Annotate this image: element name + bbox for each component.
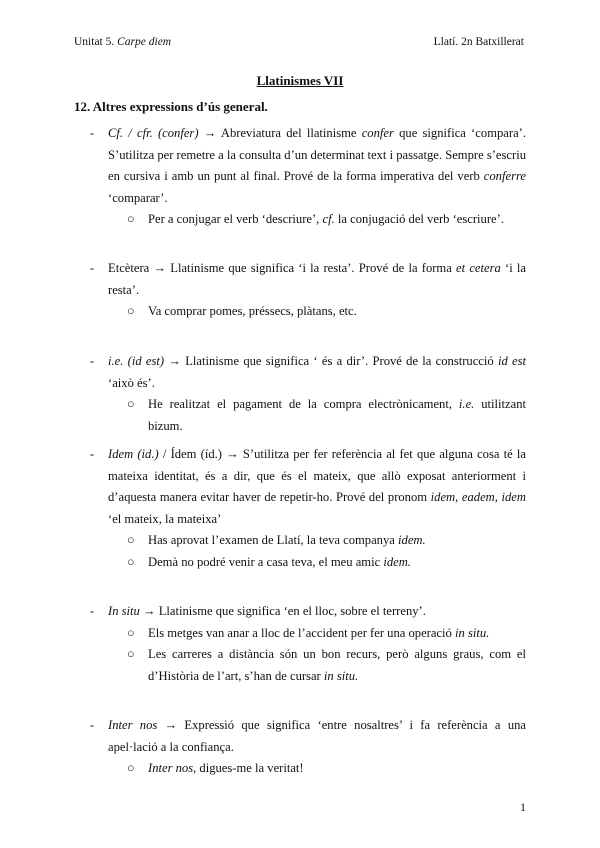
example-item: ○ Per a conjugar el verb ‘descriure’, cf. la conjugació del verb ‘escriure’. [127,212,504,226]
example-item: ○ Inter nos, digues-me la veritat! [127,761,304,775]
entry-in-situ: - In situ → Llatinisme que significa ‘en el lloc, sobre el terreny’. ○ Els metges van anar a lloc de l’accident per fer una operació in situ. ○ Les carreres a distància són un bon recurs, però alguns graus, com el d’Història de l’art, s’han de cursar in situ. [74,601,526,687]
section-heading: 12. Altres expressions d’ús general. [74,99,268,114]
example-item: ○ Has aprovat l’examen de Llatí, la teva companya idem. [127,533,426,547]
entry-cf: - Cf. / cfr. (confer) → Abreviatura del llatinisme confer que significa ‘compara’. S’utilitza per remetre a la consulta d’un determinat text i passatge. Sempre s’escriu en cursiva i amb un punt al final. Prové de la forma imperativa del verb conferre ‘comparar’. ○ Per a conjugar el verb ‘descriure’, cf. la conjugació del verb ‘escriure’. [74,123,526,231]
header-unit: Unitat 5. Carpe diem [74,36,172,48]
page-number: 1 [520,800,526,814]
example-item: ○ Demà no podré venir a casa teva, el meu amic idem. [127,554,411,569]
entry-idem: - Idem (id.) / Ídem (íd.) → S’utilitza per fer referència al fet que alguna cosa té la mateixa identitat, és a dir, que és el mateix, que allò exposat anteriorment i d’aquesta manera evitar haver de repetir-ho. Prové del pronom idem, eadem, idem ‘el mateix, la mateixa’ ○ Has aprovat l’examen de Llatí, la teva companya idem. ○ Demà no podré venir a casa teva, el meu amic idem. [74,444,526,573]
example-item: ○ Va comprar pomes, préssecs, plàtans, etc. [127,304,357,318]
header-course: Llatí. 2n Batxillerat [433,36,524,48]
example-item: ○ Els metges van anar a lloc de l’accident per fer una operació in situ. [127,625,490,640]
entry-inter-nos: - Inter nos → Expressió que significa ‘entre nosaltres’ i fa referència a una apel·lació a la confiança. ○ Inter nos, digues-me la veritat! [74,715,526,780]
page-title: Llatinismes VII [256,73,344,88]
example-item: ○ Les carreres a distància són un bon recurs, però alguns graus, com el d’Història de l’art, s’han de cursar in situ. [127,647,526,683]
entry-ie: - i.e. (id est) → Llatinisme que significa ‘ és a dir’. Prové de la construcció id est ‘això és’. ○ He realitzat el pagament de la compra electrònicament, i.e. utilitzant bizum. [74,351,526,437]
example-item: ○ He realitzat el pagament de la compra electrònicament, i.e. utilitzant bizum. [127,397,526,433]
entry-etcetera: - Etcètera → Llatinisme que significa ‘i la resta’. Prové de la forma et cetera ‘i la resta’. ○ Va comprar pomes, préssecs, plàtans, etc. [74,258,526,323]
